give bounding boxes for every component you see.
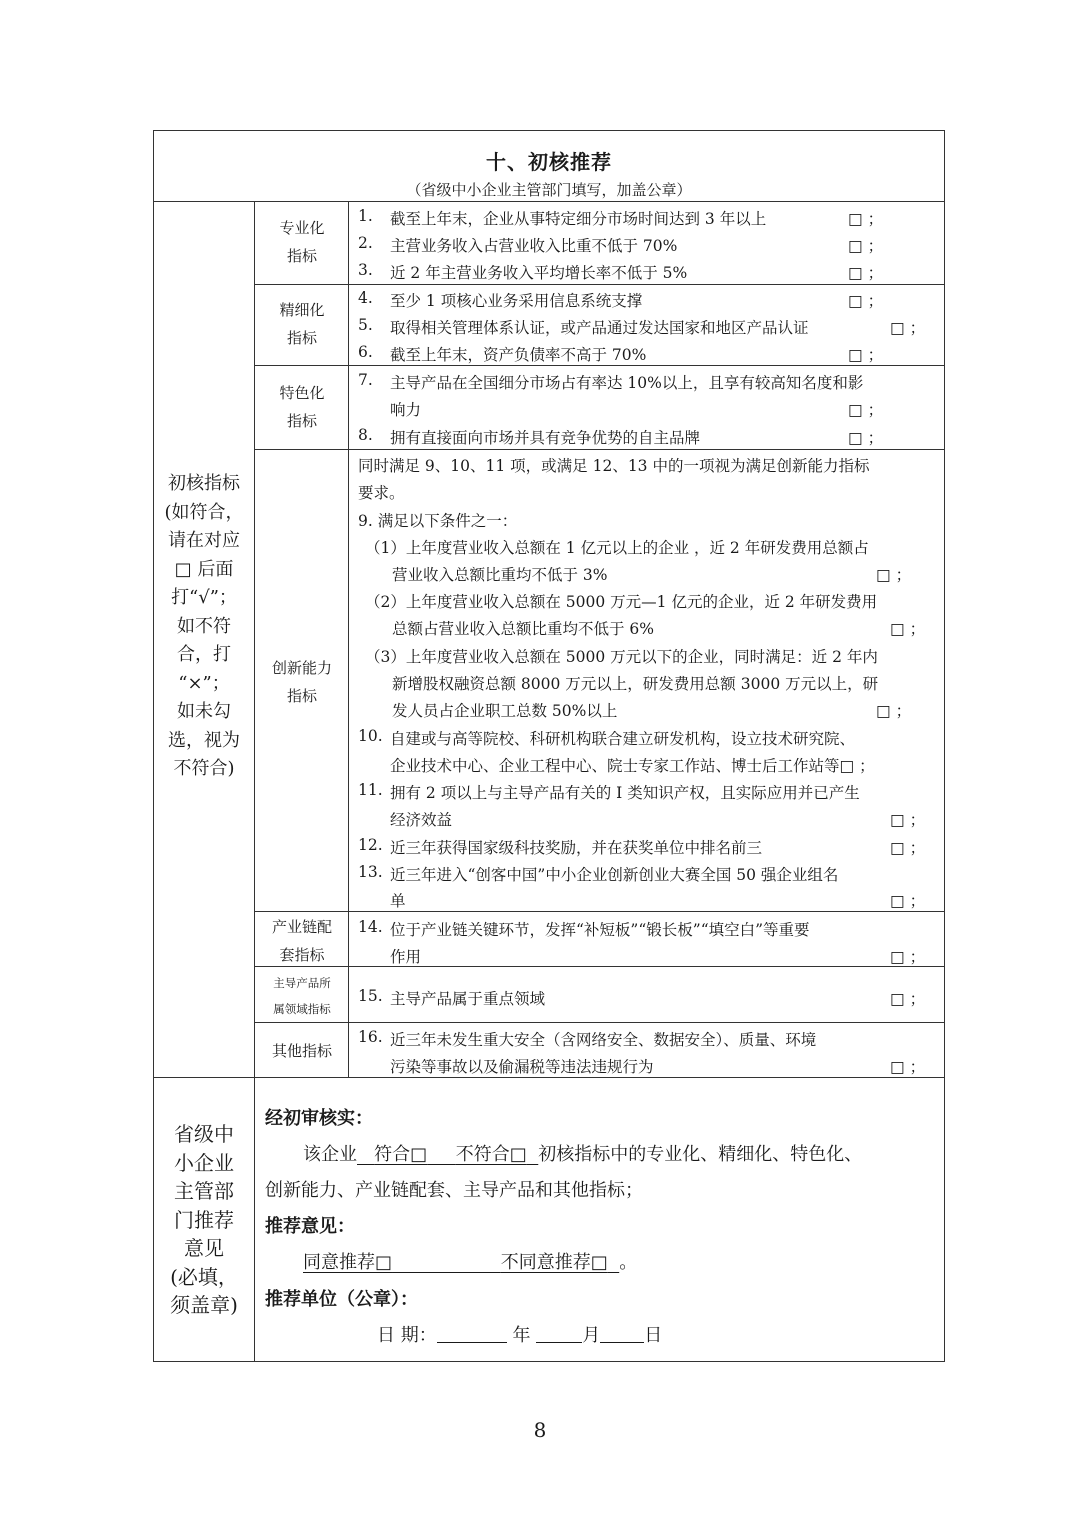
item-5-text: 取得相关管理体系认证，或产品通过发达国家和地区产品认证: [390, 319, 809, 337]
item-10-text-line2[interactable]: 企业技术中心、企业工程中心、院士专家工作站、博士后工作站等□ ；: [390, 757, 875, 775]
item-7-text-line1: 主导产品在全国细分市场占有率达 10%以上，且享有较高知名度和影: [390, 374, 864, 392]
divider-row: [254, 365, 945, 366]
item-9-2-line1: （2）上年度营业收入总额在 5000 万元—1 亿元的企业，近 2 年研发费用: [365, 593, 878, 611]
item-6-checkbox[interactable]: □ ；: [848, 346, 884, 364]
divider-header: [153, 201, 945, 202]
item-16-checkbox[interactable]: □ ；: [890, 1058, 926, 1076]
item-7-number: 7.: [358, 371, 373, 389]
review-heading: 经初审核实：: [265, 1108, 373, 1129]
item-16-text-line1: 近三年未发生重大安全（含网络安全、数据安全）、质量、环境: [390, 1031, 817, 1049]
date-line: 日 期： 年 月 日: [377, 1325, 663, 1346]
conform-suffix: 初核指标中的专业化、精细化、特色化、: [538, 1144, 863, 1165]
opinion-heading: 推荐意见：: [265, 1216, 355, 1237]
item-4-number: 4.: [358, 289, 373, 307]
date-label: 日 期：: [377, 1325, 437, 1346]
item-15-number: 15.: [358, 987, 383, 1005]
item-9-1-checkbox[interactable]: □ ；: [876, 566, 912, 584]
item-2-text: 主营业务收入占营业收入比重不低于 70%: [390, 237, 678, 255]
item-12-checkbox[interactable]: □ ；: [890, 839, 926, 857]
left-label-criteria: 初核指标 (如符合， 请在对应 □ 后面 打“√”； 如不符 合，打 “×”； 如未勾 选，视为 不符合): [164, 473, 244, 779]
item-9-1-line2: 营业收入总额比重均不低于 3%: [392, 566, 608, 584]
agree-option[interactable]: 同意推荐□ 不同意推荐□: [303, 1252, 608, 1273]
item-9-heading: 9. 满足以下条件之一：: [358, 512, 518, 530]
item-14-text-line1: 位于产业链关键环节，发挥“补短板”“锻长板”“填空白”等重要: [390, 921, 810, 939]
category-chain: 产业链配 套指标: [271, 918, 332, 964]
item-13-text-line1: 近三年进入“创客中国”中小企业创新创业大赛全国 50 强企业组名: [390, 866, 839, 884]
page-number: 8: [533, 1418, 547, 1442]
item-13-number: 13.: [358, 863, 383, 881]
item-16-text-line2: 污染等事故以及偷漏税等违法违规行为: [390, 1058, 654, 1076]
opinion-line: 同意推荐□ 不同意推荐□ 。: [303, 1252, 638, 1273]
category-innovation: 创新能力 指标: [271, 659, 332, 705]
divider-row: [254, 966, 945, 967]
item-9-1-line1: （1）上年度营业收入总额在 1 亿元以上的企业 ，近 2 年研发费用总额占: [365, 539, 869, 557]
item-11-number: 11.: [358, 781, 383, 799]
item-8-text: 拥有直接面向市场并具有竞争优势的自主品牌: [390, 429, 701, 447]
day-blank[interactable]: [600, 1324, 644, 1343]
left-label-recommend: 省级中 小企业 主管部 门推荐 意见 (必填， 须盖章): [170, 1122, 238, 1317]
item-16-number: 16.: [358, 1028, 383, 1046]
conform-option[interactable]: 符合□ 不符合□: [374, 1144, 527, 1165]
divider-row: [254, 284, 945, 285]
category-specialized: 专业化 指标: [279, 219, 325, 265]
divider-row: [254, 449, 945, 450]
item-14-checkbox[interactable]: □ ；: [890, 948, 926, 966]
item-1-number: 1.: [358, 207, 373, 225]
divider-row: [254, 911, 945, 912]
item-1-text: 截至上年末，企业从事特定细分市场时间达到 3 年以上: [390, 210, 767, 228]
item-3-number: 3.: [358, 261, 373, 279]
item-14-number: 14.: [358, 918, 383, 936]
conform-line: [303, 1140, 862, 1166]
section-subtitle: （省级中小企业主管部门填写，加盖公章）: [406, 181, 692, 199]
item-7-checkbox[interactable]: □ ；: [848, 401, 884, 419]
item-5-checkbox[interactable]: □ ；: [890, 319, 926, 337]
innovation-intro-line1: 同时满足 9、10、11 项，或满足 12、13 中的一项视为满足创新能力指标: [358, 457, 870, 475]
item-6-text: 截至上年末，资产负债率不高于 70%: [390, 346, 647, 364]
conform-line2: 创新能力、产业链配套、主导产品和其他指标；: [265, 1180, 643, 1201]
item-2-number: 2.: [358, 234, 373, 252]
item-3-checkbox[interactable]: □ ；: [848, 264, 884, 282]
item-9-3-line1: （3）上年度营业收入总额在 5000 万元以下的企业，同时满足：近 2 年内: [365, 648, 878, 666]
item-2-checkbox[interactable]: □ ；: [848, 237, 884, 255]
divider-recommend: [153, 1077, 945, 1078]
item-15-text: 主导产品属于重点领域: [390, 990, 546, 1008]
item-10-number: 10.: [358, 727, 383, 745]
item-1-checkbox[interactable]: □ ；: [848, 210, 884, 228]
item-8-checkbox[interactable]: □ ；: [848, 429, 884, 447]
innovation-intro-line2: 要求。: [358, 484, 405, 502]
divider-row: [254, 1022, 945, 1023]
item-9-2-checkbox[interactable]: □ ；: [890, 620, 926, 638]
year-blank[interactable]: [437, 1324, 507, 1343]
category-distinctive: 特色化 指标: [279, 384, 325, 430]
company-prefix: 该企业: [303, 1144, 357, 1165]
item-14-text-line2: 作用: [390, 948, 422, 966]
item-12-number: 12.: [358, 836, 383, 854]
item-9-3-line3: 发人员占企业职工总数 50%以上: [392, 702, 618, 720]
category-other: 其他指标: [271, 1042, 332, 1060]
item-12-text: 近三年获得国家级科技奖励，并在获奖单位中排名前三: [390, 839, 763, 857]
item-4-checkbox[interactable]: □ ；: [848, 292, 884, 310]
item-10-text-line1: 自建或与高等院校、科研机构联合建立研发机构，设立技术研究院、: [390, 730, 856, 748]
item-11-text-line1: 拥有 2 项以上与主导产品有关的 I 类知识产权，且实际应用并已产生: [390, 784, 860, 802]
item-13-checkbox[interactable]: □ ；: [890, 892, 926, 910]
item-11-text-line2: 经济效益: [390, 811, 453, 829]
item-9-2-line2: 总额占营业收入总额比重均不低于 6%: [392, 620, 655, 638]
category-refined: 精细化 指标: [279, 301, 325, 347]
item-6-number: 6.: [358, 343, 373, 361]
item-15-checkbox[interactable]: □ ；: [890, 990, 926, 1008]
unit-label: 推荐单位（公章）：: [265, 1289, 418, 1310]
item-11-checkbox[interactable]: □ ；: [890, 811, 926, 829]
month-blank[interactable]: [536, 1324, 582, 1343]
item-3-text: 近 2 年主营业务收入平均增长率不低于 5%: [390, 264, 688, 282]
item-8-number: 8.: [358, 426, 373, 444]
item-9-3-checkbox[interactable]: □ ；: [876, 702, 912, 720]
item-7-text-line2: 响力: [390, 401, 422, 419]
section-title: 十、初核推荐: [486, 150, 612, 174]
item-5-number: 5.: [358, 316, 373, 334]
item-9-3-line2: 新增股权融资总额 8000 万元以上，研发费用总额 3000 万元以上，研: [392, 675, 879, 693]
item-13-text-line2: 单: [390, 892, 406, 910]
item-4-text: 至少 1 项核心业务采用信息系统支撑: [390, 292, 643, 310]
category-domain: 主导产品所 属领域指标: [273, 976, 331, 1016]
